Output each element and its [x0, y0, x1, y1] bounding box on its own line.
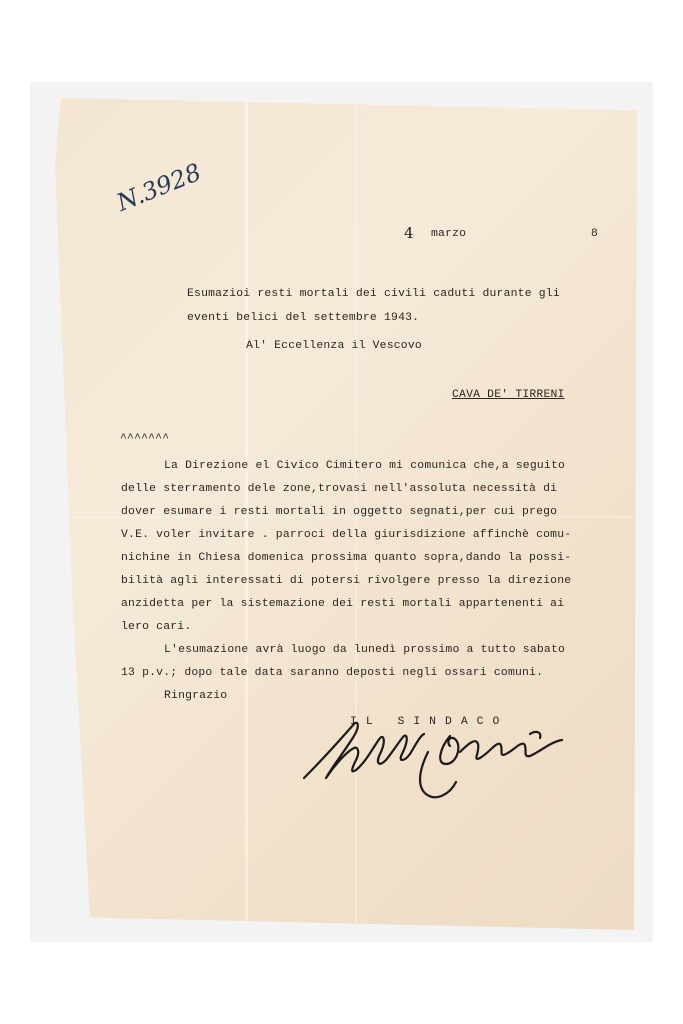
separator: ^^^^^^^ — [120, 433, 170, 445]
body-line: delle sterramento dele zone,trovasi nell'assoluta necessità di — [121, 483, 558, 495]
closing: Ringrazio — [164, 690, 228, 702]
addressee: Al' Eccellenza il Vescovo — [246, 340, 422, 352]
date-month: marzo — [431, 228, 467, 240]
body-line: 13 p.v.; dopo tale data saranno deposti negli ossari comuni. — [121, 667, 544, 679]
signature-title: IL SINDACO — [350, 716, 509, 728]
signature — [300, 712, 570, 804]
body-line: L'esumazione avrà luogo da lunedì prossimo a tutto sabato — [164, 644, 566, 656]
body-line: bilità agli interessati di potersi rivolgere presso la direzione — [121, 575, 572, 587]
date-day: 4 — [404, 224, 414, 242]
date-year: 8 — [591, 228, 599, 240]
protocol-number: N.3928 — [112, 157, 205, 217]
body-line: dover esumare i resti mortali in oggetto segnati,per cui prego — [121, 506, 558, 518]
body-line: V.E. voler invitare . parroci della giurisdizione affinchè comu- — [121, 529, 572, 541]
city: CAVA DE' TIRRENI — [452, 389, 565, 401]
subject-line: Esumazioi resti mortali dei civili caduti durante gli — [187, 288, 560, 300]
body-line: anzidetta per la sistemazione dei resti mortali appartenenti ai — [121, 598, 565, 610]
body-line: nichine in Chiesa domenica prossima quanto sopra,dando la possi- — [121, 552, 572, 564]
body-line: lero cari. — [121, 621, 192, 633]
subject-line: eventi belici del settembre 1943. — [187, 312, 420, 324]
body-line: La Direzione el Civico Cimitero mi comunica che,a seguito — [164, 460, 566, 472]
